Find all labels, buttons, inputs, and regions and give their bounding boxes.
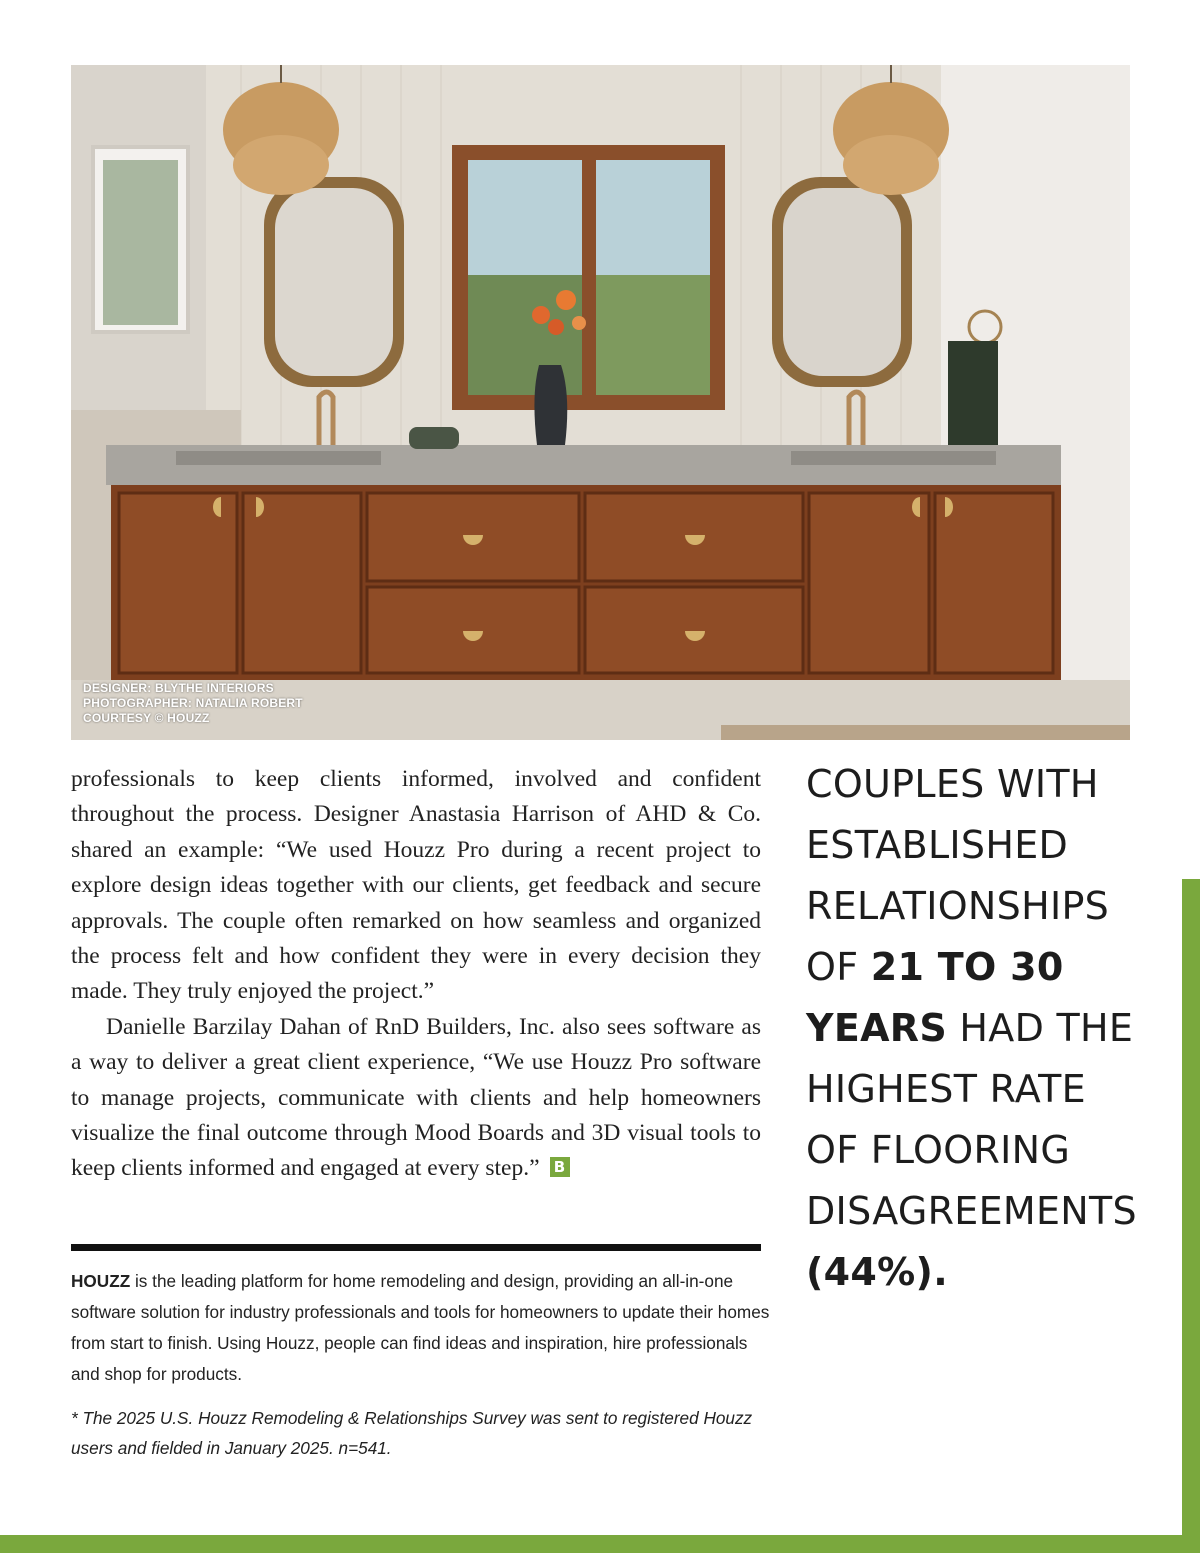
- credit-courtesy: COURTESY © HOUZZ: [83, 711, 210, 725]
- pull-quote-line: OF FLOORING: [806, 1128, 1071, 1172]
- pull-quote-line: ESTABLISHED: [806, 823, 1069, 867]
- pull-quote-line: DISAGREEMENTS: [806, 1189, 1137, 1233]
- article-paragraph: professionals to keep clients informed, involved and confident throughout the process. Designer Anastasia Harrison of AHD & Co. shared an example: “We used Houzz Pro during a recent project to explore design ideas together with our clients, get feedback and secure approvals. The couple often remarked on how seamless and organized the process felt and how confident they were in every decision they made. They truly enjoyed the project.”: [71, 766, 761, 1005]
- pull-quote-line: HIGHEST RATE: [806, 1067, 1086, 1111]
- green-border-bottom: [0, 1535, 1200, 1553]
- divider-rule: [71, 1244, 761, 1251]
- pull-quote-line: [806, 1242, 1166, 1303]
- pull-quote-highlight: YEARS: [806, 1006, 948, 1050]
- about-houzz: [71, 1266, 771, 1390]
- bathroom-photo: [71, 65, 1130, 740]
- about-description: is the leading platform for home remodeling and design, providing an all-in-one software solution for industry professionals and tools for homeowners to update their homes from start to finish. Using Houzz, people can find ideas and inspiration, hire professionals and shop for products.: [71, 1271, 770, 1384]
- credit-photographer: PHOTOGRAPHER: NATALIA ROBERT: [83, 696, 303, 710]
- pull-quote-line: [806, 998, 1166, 1059]
- credit-designer: DESIGNER: BLYTHE INTERIORS: [83, 681, 274, 695]
- pull-quote-highlight: (44%).: [806, 1250, 948, 1294]
- article-body: [71, 762, 761, 1187]
- article-paragraph-text: Danielle Barzilay Dahan of RnD Builders, Inc. also sees software as a way to deliver a great client experience, “We use Houzz Pro software to manage projects, communicate with clients and help homeowners visualize the final outcome through Mood Boards and 3D visual tools to keep clients informed and engaged at every step.”: [71, 1013, 761, 1182]
- pull-quote-line: RELATIONSHIPS: [806, 884, 1110, 928]
- pull-quote-line: COUPLES WITH: [806, 762, 1099, 806]
- pull-quote-line: [806, 937, 1166, 998]
- article-paragraph: [71, 1010, 761, 1187]
- photo-credits: [83, 681, 303, 726]
- green-border-right: [1182, 879, 1200, 1553]
- pull-quote-text: OF: [806, 945, 871, 989]
- pull-quote-text: HAD THE: [947, 1006, 1134, 1050]
- survey-note: [71, 1403, 771, 1463]
- end-mark-icon: B: [550, 1157, 570, 1177]
- pull-quote: [806, 754, 1166, 1303]
- bathroom-illustration: [71, 65, 1130, 740]
- about-brand: HOUZZ: [71, 1271, 131, 1291]
- survey-note-text: * The 2025 U.S. Houzz Remodeling & Relationships Survey was sent to registered Houzz users and fielded in January 2025. n=541.: [71, 1408, 753, 1458]
- pull-quote-highlight: 21 TO 30: [870, 945, 1064, 989]
- about-text: [71, 1266, 771, 1390]
